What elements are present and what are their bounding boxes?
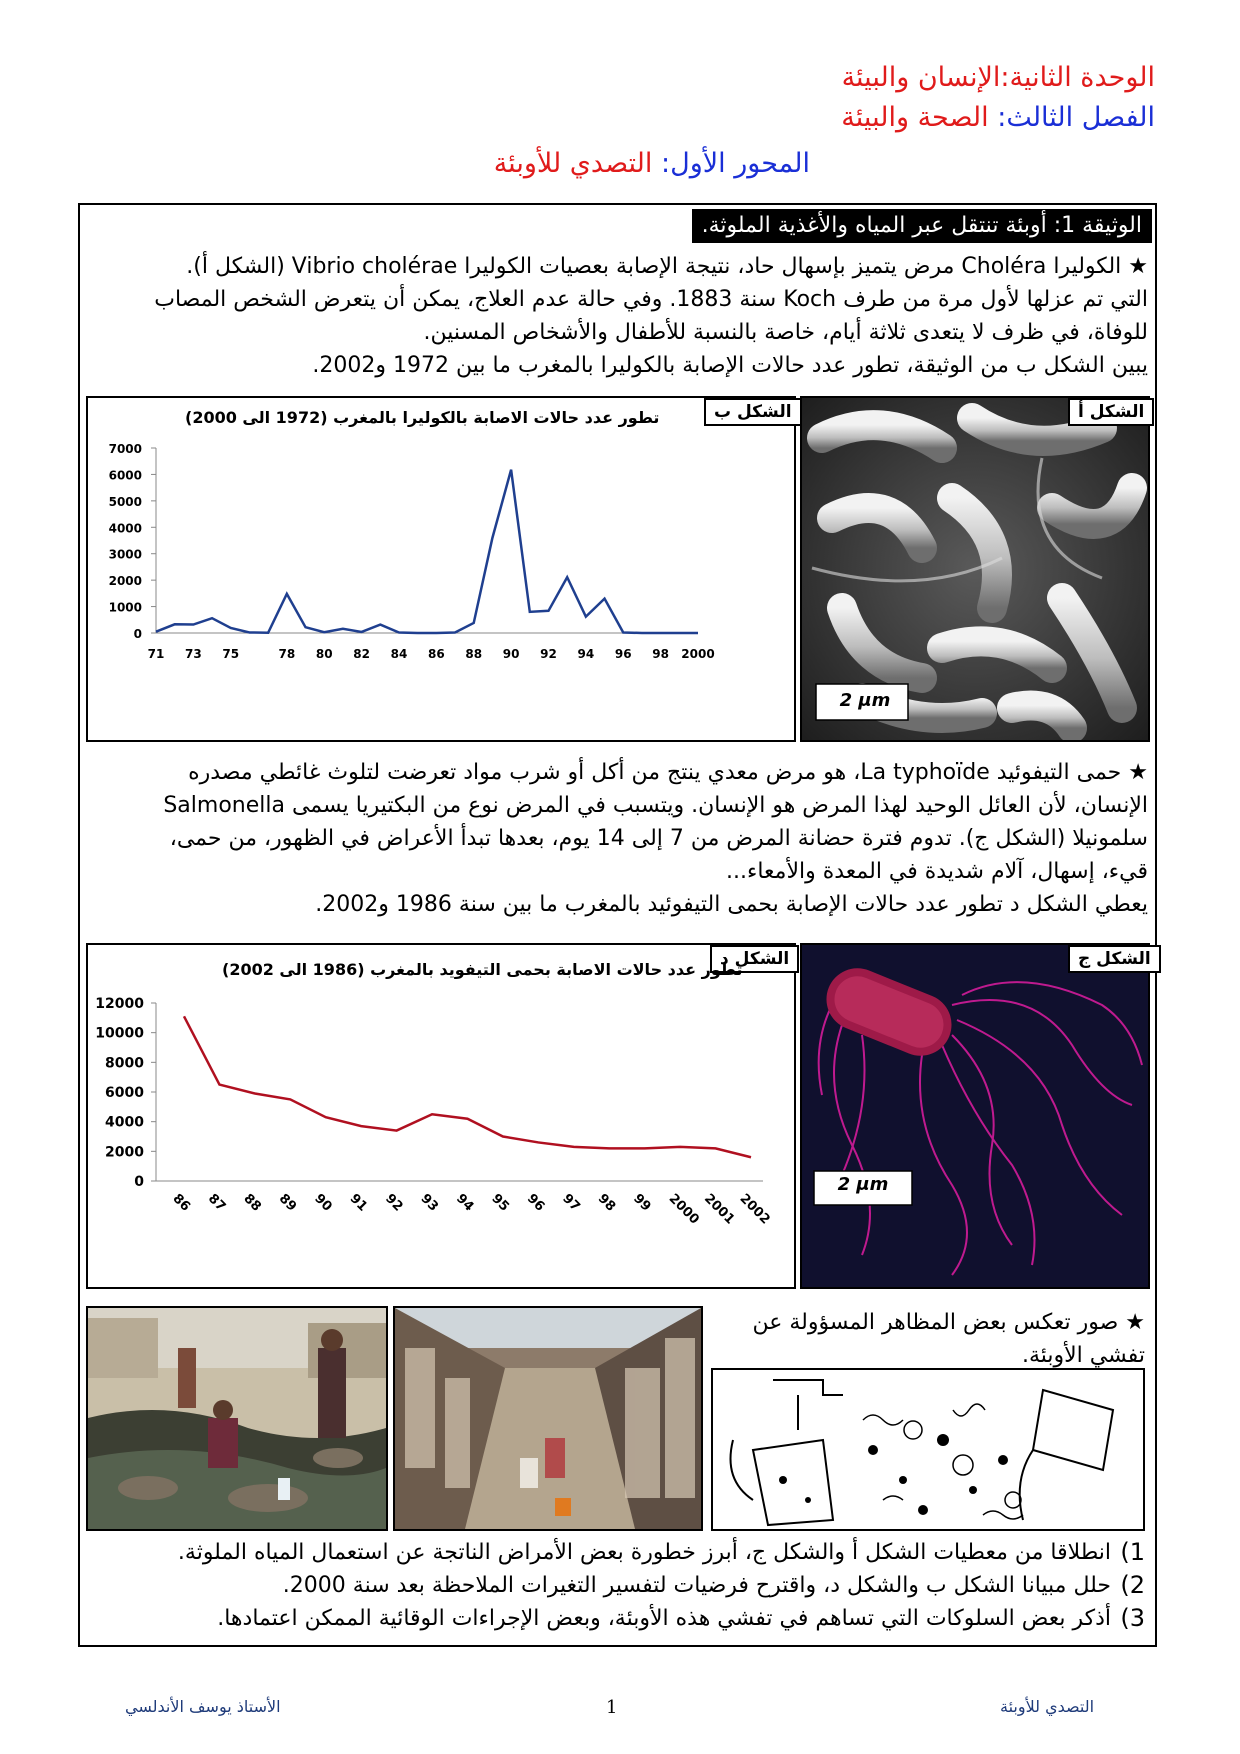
typhoid-y-tick-label: 10000 [95, 1025, 144, 1042]
cholera-x-tick-label: 94 [577, 647, 595, 661]
question-1-text: انطلاقا من معطيات الشكل أ والشكل ج، أبرز خطورة بعض الأمراض الناتجة عن استعمال المياه الملوثة. [177, 1540, 1111, 1565]
cholera-line-3: للوفاة، في ظرف لا يتعدى ثلاثة أيام، خاصة بالنسبة للأطفال والأشخاص المسنين. [423, 320, 1148, 345]
question-3 [150, 1602, 1145, 1635]
scale-bar-c: 2 μm [837, 1174, 889, 1195]
footer-topic: التصدي للأوبئة [1000, 1697, 1095, 1716]
typhoid-line-2: الإنسان، لأن العائل الوحيد لهذا المرض هو الإنسان. ويتسبب في المرض نوع من البكتيريا يسمى Salmonella [163, 793, 1148, 818]
typhoid-chart-title: تطور عدد حالات الاصابة بحمى التيفويد بالمغرب (1986 الى 2002) [222, 960, 743, 979]
typhoid-x-tick-label: 92 [382, 1191, 406, 1215]
question-2 [150, 1569, 1145, 1602]
cholera-x-tick-label: 75 [222, 647, 240, 661]
question-2-number: 2) [1120, 1571, 1145, 1599]
unit-prefix: الوحدة الثانية: [1000, 62, 1155, 93]
chapter-name: الصحة والبيئة [841, 102, 989, 133]
cholera-y-tick-label: 1000 [108, 600, 142, 615]
figure-a-label: الشكل أ [1068, 398, 1154, 426]
figure-b-label: الشكل ب [704, 398, 802, 426]
contaminated-water-drawing [713, 1370, 1143, 1529]
figure-c-label: الشكل ج [1068, 945, 1161, 973]
cholera-x-tick-label: 80 [315, 647, 333, 661]
typhoid-x-tick-label: 91 [346, 1191, 371, 1215]
typhoid-y-tick-label: 2000 [105, 1144, 144, 1161]
axis-name: التصدي للأوبئة [493, 148, 653, 179]
typhoid-x-tick-label: 95 [488, 1191, 512, 1215]
photo-contaminated-water-drawing [711, 1368, 1145, 1531]
cholera-x-tick-label: 2000 [681, 647, 715, 661]
cholera-series-line [156, 470, 698, 633]
cholera-x-tick-label: 73 [185, 647, 202, 661]
question-3-text: أذكر بعض السلوكات التي تساهم في تفشي هذه الأوبئة، وبعض الإجراءات الوقائية الممكن اعتمادها. [217, 1606, 1111, 1631]
typhoid-x-tick-label: 87 [204, 1191, 229, 1215]
cholera-line-2: التي تم عزلها لأول مرة من طرف Koch سنة 1883. وفي حالة عدم العلاج، يمكن أن يتعرض الشخص المصاب [154, 287, 1148, 312]
chapter-prefix: الفصل الثالث: [997, 102, 1155, 133]
figure-d-label: الشكل د [710, 945, 799, 973]
typhoid-y-tick-label: 12000 [95, 996, 144, 1012]
footer-page-number: 1 [606, 1697, 618, 1718]
cholera-x-tick-label: 71 [147, 647, 165, 661]
typhoid-x-tick-label: 98 [594, 1191, 619, 1215]
scale-bar-a: 2 μm [839, 690, 891, 711]
typhoid-line-5: يعطي الشكل د تطور عدد حالات الإصابة بحمى التيفوئيد بالمغرب ما بين سنة 1986 و2002. [315, 892, 1148, 917]
cholera-x-tick-label: 92 [540, 647, 557, 661]
typhoid-x-tick-label: 99 [630, 1191, 654, 1215]
typhoid-x-tick-label: 97 [559, 1191, 583, 1215]
footer-author: الأستاذ يوسف الأندلسي [125, 1697, 281, 1716]
photos-line-2: تفشي الأوبئة. [1021, 1343, 1145, 1368]
cholera-x-tick-label: 78 [278, 647, 296, 661]
figure-b-panel [86, 396, 796, 742]
photo-slum-alley-image [395, 1308, 701, 1529]
cholera-x-tick-label: 98 [652, 647, 669, 661]
cholera-x-tick-label: 96 [614, 647, 632, 661]
photo-slum-alley [393, 1306, 703, 1531]
typhoid-x-tick-label: 96 [523, 1191, 548, 1215]
axis-heading [494, 145, 810, 183]
typhoid-line-4: قيء، إسهال، آلام شديدة في المعدة والأمعاء... [726, 859, 1148, 884]
figure-c-panel [800, 943, 1150, 1289]
cholera-x-tick-label: 88 [465, 647, 483, 661]
typhoid-series-line [184, 1016, 751, 1157]
axis-prefix: المحور الأول: [661, 148, 810, 179]
vibrio-cholerae-micrograph [802, 398, 1148, 740]
typhoid-x-tick-label: 89 [275, 1191, 300, 1215]
typhoid-chart [88, 945, 794, 1287]
document-title: الوثيقة 1: أوبئة تنتقل عبر المياه والأغذية الملوثة. [692, 209, 1152, 243]
typhoid-y-tick-label: 0 [134, 1174, 144, 1190]
photo-children-sewage [86, 1306, 388, 1531]
cholera-y-tick-label: 7000 [108, 442, 142, 456]
question-1 [150, 1536, 1145, 1569]
unit-name: الإنسان والبيئة [841, 62, 1001, 93]
chapter-heading [841, 99, 1155, 137]
typhoid-y-tick-label: 8000 [105, 1055, 144, 1072]
cholera-chart-title: تطور عدد حالات الاصابة بالكوليرا بالمغرب (1972 الى 2000) [185, 408, 660, 427]
typhoid-y-tick-label: 4000 [105, 1114, 144, 1131]
cholera-y-tick-label: 6000 [108, 468, 142, 483]
salmonella-image [802, 945, 1148, 1287]
typhoid-x-tick-label: 94 [453, 1191, 477, 1215]
questions-list [150, 1536, 1145, 1635]
question-2-text: حلل مبيانا الشكل ب والشكل د، واقترح فرضيات لتفسير التغيرات الملاحظة بعد سنة 2000. [282, 1573, 1111, 1598]
cholera-line-4: يبين الشكل ب من الوثيقة، تطور عدد حالات الإصابة بالكوليرا بالمغرب ما بين 1972 و2002. [312, 353, 1148, 378]
typhoid-x-tick-label: 90 [311, 1191, 335, 1215]
question-3-number: 3) [1120, 1604, 1145, 1632]
typhoid-x-tick-label: 2002 [736, 1191, 773, 1228]
typhoid-x-tick-label: 88 [240, 1191, 264, 1215]
cholera-x-tick-label: 82 [353, 647, 370, 661]
cholera-chart [88, 398, 794, 740]
cholera-line-1: ★ الكوليرا Choléra مرض يتميز بإسهال حاد، نتيجة الإصابة بعصيات الكوليرا Vibrio cholérae (الشكل أ). [186, 254, 1148, 279]
typhoid-x-tick-label: 86 [169, 1191, 193, 1215]
cholera-x-tick-label: 84 [390, 647, 408, 661]
figure-d-panel [86, 943, 796, 1289]
cholera-x-tick-label: 90 [502, 647, 520, 661]
typhoid-paragraph [90, 756, 1148, 921]
cholera-paragraph [90, 250, 1148, 382]
typhoid-x-tick-label: 2000 [665, 1191, 702, 1228]
photo-children-sewage-image [88, 1308, 386, 1529]
cholera-y-tick-label: 3000 [108, 547, 142, 562]
typhoid-y-tick-label: 6000 [105, 1085, 144, 1101]
question-1-number: 1) [1120, 1538, 1145, 1566]
cholera-y-tick-label: 0 [133, 627, 142, 641]
cholera-y-tick-label: 4000 [108, 521, 142, 536]
photos-line-1: ★ صور تعكس بعض المظاهر المسؤولة عن [752, 1310, 1145, 1335]
typhoid-x-tick-label: 2001 [701, 1191, 738, 1228]
unit-heading [842, 59, 1155, 97]
cholera-x-tick-label: 86 [427, 647, 445, 661]
cholera-y-tick-label: 5000 [108, 494, 142, 509]
photos-paragraph [725, 1306, 1145, 1372]
cholera-y-tick-label: 2000 [108, 574, 142, 589]
typhoid-x-tick-label: 93 [417, 1191, 441, 1215]
typhoid-line-3: سلمونيلا (الشكل ج). تدوم فترة حضانة المرض من 7 إلى 14 يوم، بعدها تبدأ الأعراض في الظهور، من حمى، [169, 826, 1148, 851]
typhoid-line-1: ★ حمى التيفوئيد La typhoïde، هو مرض معدي ينتج من أكل أو شرب مواد تعرضت لتلوث غائطي مصدره [188, 760, 1148, 785]
